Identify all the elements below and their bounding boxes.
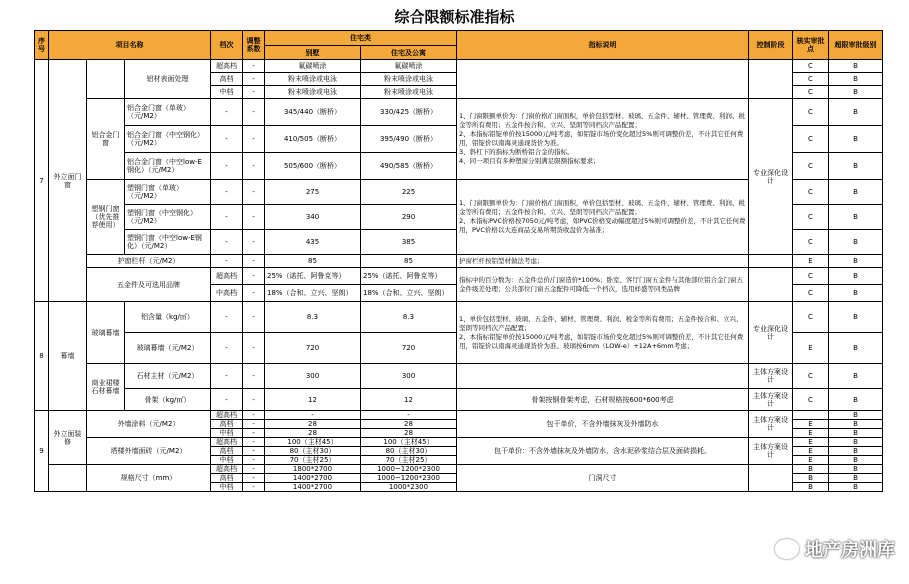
check-cell: C	[793, 99, 829, 126]
stone-wall-label: 商业裙楼石材幕墙	[87, 364, 125, 411]
apt-cell: 8.3	[361, 302, 457, 333]
apt-cell: 395/490（断桥）	[361, 126, 457, 153]
villa-cell: 80（主材30）	[265, 447, 361, 456]
alu-window-explain: 1、门窗限额单价为：门窗价格/门窗面积，单价包括型材、玻璃、五金件、辅材、管理费、利润、税金等所有费用；五金件按合和、立兴、坚朗等同档次产品配置； 2、本指标铝锭单价按15000元/吨考虑，如铝锭市场价变化超过5%则可调整价差，不计其它任何费用，铝锭价以南海灵通现货价为准。 3、斜杠下的指标为断桥铝合金的指标。 4、同一项目有多种塑窗分别满足限额指标要求；	[457, 99, 749, 180]
villa-cell: 1400*2700	[265, 483, 361, 492]
apt-cell: 330/425（断桥）	[361, 99, 457, 126]
mgmt-cell: -	[243, 364, 265, 389]
grade-cell: -	[211, 389, 243, 411]
over-cell: B	[829, 153, 883, 180]
check-cell: E	[793, 255, 829, 268]
over-cell: B	[829, 474, 883, 483]
grade-cell: 中档	[211, 86, 243, 99]
tile-label: 塔楼外墙面砖（元/M2）	[87, 438, 211, 465]
over-cell: B	[829, 86, 883, 99]
grade-cell: 超高档	[211, 60, 243, 73]
check-cell: C	[793, 302, 829, 333]
check-cell: C	[793, 60, 829, 73]
grade-cell: 超高档	[211, 438, 243, 447]
villa-cell: 410/505（断桥）	[265, 126, 361, 153]
apt-cell: 85	[361, 255, 457, 268]
mgmt-cell: -	[243, 86, 265, 99]
villa-cell: 1800*2700	[265, 465, 361, 474]
over-cell: B	[829, 438, 883, 447]
explain-cell	[457, 60, 749, 99]
check-cell: E	[793, 456, 829, 465]
villa-cell: 70（主材25）	[265, 456, 361, 465]
mgmt-cell: -	[243, 60, 265, 73]
mgmt-cell: -	[243, 255, 265, 268]
alu-window-lowe: 铝合金门窗（中空low-E钢化）（元/M2）	[125, 153, 211, 180]
mgmt-cell: -	[243, 180, 265, 205]
over-cell: B	[829, 420, 883, 429]
mgmt-cell: -	[243, 483, 265, 492]
over-cell: B	[829, 364, 883, 389]
frame-explain: 骨架按钢骨架考虑，石材规格按600*600考虑	[457, 389, 749, 411]
over-cell: B	[829, 180, 883, 205]
villa-cell: 1400*2700	[265, 474, 361, 483]
over-cell: B	[829, 302, 883, 333]
ctrl-cell	[749, 465, 793, 492]
check-cell: C	[793, 126, 829, 153]
hardware-label: 五金件及可选用品牌	[87, 268, 211, 302]
apt-cell: -	[361, 411, 457, 420]
villa-cell: 12	[265, 389, 361, 411]
mgmt-cell: -	[243, 205, 265, 230]
check-cell: C	[793, 205, 829, 230]
header-check: 核实审批点	[793, 31, 829, 60]
chat-bubble-icon	[775, 539, 799, 559]
check-cell: B	[793, 474, 829, 483]
grade-cell: -	[211, 255, 243, 268]
check-cell: C	[793, 285, 829, 302]
apt-cell: 28	[361, 420, 457, 429]
villa-cell: 505/600（断桥）	[265, 153, 361, 180]
pvc-window-label: 塑钢门窗（优先推荐使用）	[87, 180, 125, 255]
villa-cell: 435	[265, 230, 361, 255]
apt-cell: 1000~1200*2300	[361, 465, 457, 474]
check-cell: C	[793, 153, 829, 180]
alu-surface-label: 铝材表面处理	[125, 60, 211, 99]
grade-cell: -	[211, 230, 243, 255]
over-cell: B	[829, 230, 883, 255]
watermark-text: 地产房洲库	[805, 540, 895, 561]
villa-cell: 720	[265, 333, 361, 364]
grade-cell: 中档	[211, 429, 243, 438]
apt-cell: 100（主材45）	[361, 438, 457, 447]
mgmt-cell: -	[243, 230, 265, 255]
grade-cell: 中高档	[211, 285, 243, 302]
over-cell: B	[829, 60, 883, 73]
explain-cell	[457, 364, 749, 389]
over-cell: B	[829, 429, 883, 438]
ctrl-cell	[749, 255, 793, 268]
check-cell: B	[793, 465, 829, 474]
mgmt-cell: -	[243, 99, 265, 126]
apt-cell: 225	[361, 180, 457, 205]
villa-cell: 8.3	[265, 302, 361, 333]
apt-cell: 18%（合和、立兴、坚朗）	[361, 285, 457, 302]
header-residential: 住宅类	[265, 31, 457, 46]
header-seq: 序号	[35, 31, 49, 60]
ctrl-cell	[749, 60, 793, 99]
grade-cell: -	[211, 153, 243, 180]
section-9-number: 9	[35, 411, 49, 492]
alu-window-single: 铝合金门窗（单玻）（元/M2）	[125, 99, 211, 126]
pvc-window-lowe: 塑钢门窗（中空low-E钢化）（元/M2）	[125, 230, 211, 255]
apt-cell: 氟碳喷涂	[361, 60, 457, 73]
villa-cell: 275	[265, 180, 361, 205]
stone-main-label: 石材主材（元/M2）	[125, 364, 211, 389]
blank-cell	[87, 60, 125, 99]
blank-cell	[49, 465, 87, 492]
mgmt-cell: -	[243, 438, 265, 447]
apt-cell: 粉末喷涂或电泳	[361, 73, 457, 86]
over-cell: B	[829, 126, 883, 153]
apt-cell: 70（主材25）	[361, 456, 457, 465]
ctrl-cell: 主体方案设计	[749, 389, 793, 411]
grade-cell: -	[211, 364, 243, 389]
header-ctrl: 控制阶段	[749, 31, 793, 60]
ctrl-cell	[749, 268, 793, 302]
mgmt-cell: -	[243, 73, 265, 86]
mgmt-cell: -	[243, 268, 265, 285]
apt-cell: 28	[361, 429, 457, 438]
grade-cell: 超高档	[211, 465, 243, 474]
over-cell: B	[829, 465, 883, 474]
over-cell: B	[829, 389, 883, 411]
apt-cell: 80（主材30）	[361, 447, 457, 456]
villa-cell: 粉末喷涂或电泳	[265, 73, 361, 86]
hardware-explain: 指标中的百分数为：五金件总价/门窗造价*100%；卧室、客厅门窗五金件与其他部位铝合金门窗五金件级差处理；公共部位门窗五金配件可降低一个档次，选用样盛等同类品牌	[457, 268, 749, 302]
paint-label: 外墙涂料（元/M2）	[87, 411, 211, 438]
grade-cell: 高档	[211, 73, 243, 86]
grade-cell: 超高档	[211, 411, 243, 420]
section-7-number: 7	[35, 60, 49, 302]
grade-cell: 高档	[211, 474, 243, 483]
check-cell: C	[793, 86, 829, 99]
mgmt-cell: -	[243, 302, 265, 333]
apt-cell: 300	[361, 364, 457, 389]
grade-cell: -	[211, 99, 243, 126]
apt-cell: 粉末喷涂或电泳	[361, 86, 457, 99]
door-explain: 门洞尺寸	[457, 465, 749, 492]
grade-cell: -	[211, 333, 243, 364]
villa-cell: 18%（合和、立兴、坚朗）	[265, 285, 361, 302]
villa-cell: 100（主材45）	[265, 438, 361, 447]
mgmt-cell: -	[243, 333, 265, 364]
glass-wall-label: 玻璃幕墙	[87, 302, 125, 364]
mgmt-cell: -	[243, 126, 265, 153]
villa-cell: 28	[265, 429, 361, 438]
over-cell: B	[829, 73, 883, 86]
apt-cell: 385	[361, 230, 457, 255]
section-8-name: 幕墙	[49, 302, 87, 411]
over-cell: B	[829, 411, 883, 420]
quota-table	[34, 30, 883, 492]
villa-cell: 28	[265, 420, 361, 429]
check-cell: C	[793, 364, 829, 389]
grade-cell: 中档	[211, 456, 243, 465]
apt-cell: 12	[361, 389, 457, 411]
mgmt-cell: -	[243, 285, 265, 302]
grade-cell: 高档	[211, 420, 243, 429]
villa-cell: 氟碳喷涂	[265, 60, 361, 73]
grade-cell: -	[211, 126, 243, 153]
door-size-label: 规格尺寸（mm）	[87, 465, 211, 492]
check-cell: C	[793, 180, 829, 205]
apt-cell: 1000*2300	[361, 483, 457, 492]
header-grade: 档次	[211, 31, 243, 60]
mgmt-cell: -	[243, 465, 265, 474]
villa-cell: 345/440（断桥）	[265, 99, 361, 126]
check-cell: B	[793, 483, 829, 492]
ctrl-cell: 主体方案设计	[749, 438, 793, 465]
mgmt-cell: -	[243, 153, 265, 180]
check-cell: E	[793, 447, 829, 456]
glass-wall-explain: 1、单价包括型材、玻璃、五金件、辅材、管理费、利润、税金等所有费用；五金件按合和、立兴、坚朗等同档次产品配置； 2、本指标铝锭单价按15000元/吨考虑，如铝锭市场价变化超过5%则可调整价差，不计其它任何费用，铝锭价以南海灵通现货价为准。玻璃按6mm（LOW-e）+12A+6mm考虑；	[457, 302, 749, 364]
grade-cell: 高档	[211, 447, 243, 456]
grade-cell: 中档	[211, 483, 243, 492]
check-cell	[793, 411, 829, 420]
over-cell: B	[829, 333, 883, 364]
apt-cell: 1000~1200*2300	[361, 474, 457, 483]
pvc-window-single: 塑钢门窗（单玻）（元/M2）	[125, 180, 211, 205]
pvc-window-explain: 1、门窗限额单价为：门窗价格/门窗面积，单价包括型材、玻璃、五金件、辅材、管理费、利润、税金等所有费用；五金件按合和、立兴、坚朗等同档次产品配置； 2、本指标PVC价格按7050元/吨考虑，如PVC价格变动幅度超过5%则可调整价差，不计其它任何费用，PVC价格以大连商品交易所期货收盘价为基准；	[457, 180, 749, 255]
check-cell: E	[793, 438, 829, 447]
grade-cell: -	[211, 205, 243, 230]
over-cell: B	[829, 99, 883, 126]
mgmt-cell: -	[243, 389, 265, 411]
alu-window-label: 铝合金门窗	[87, 99, 125, 180]
over-cell: B	[829, 255, 883, 268]
apt-cell: 720	[361, 333, 457, 364]
header-explain: 指标说明	[457, 31, 749, 60]
page-title: 综合限额标准指标	[394, 8, 515, 26]
header-item: 项目名称	[49, 31, 211, 60]
guard-explain: 护窗栏杆按铝型材做法考虑；	[457, 255, 749, 268]
header-mgmt: 调整系数	[243, 31, 265, 60]
mgmt-cell: -	[243, 447, 265, 456]
apt-cell: 490/585（断桥）	[361, 153, 457, 180]
tile-explain: 包干单价：不含外墙抹灰及外墙防水，含水泥砂浆结合层及面砖损耗。	[457, 438, 749, 465]
grade-cell: -	[211, 180, 243, 205]
apt-cell: 25%（诺托、阿鲁克等）	[361, 268, 457, 285]
grade-cell: -	[211, 302, 243, 333]
over-cell: B	[829, 447, 883, 456]
villa-cell: 340	[265, 205, 361, 230]
check-cell: E	[793, 420, 829, 429]
ctrl-cell: 主体方案设计	[749, 411, 793, 438]
ctrl-cell: 专业深化设计	[749, 99, 793, 255]
paint-explain: 包干单价，不含外墙抹灰及外墙防水	[457, 411, 749, 438]
mgmt-cell: -	[243, 429, 265, 438]
check-cell: C	[793, 73, 829, 86]
mgmt-cell: -	[243, 474, 265, 483]
check-cell: C	[793, 268, 829, 285]
over-cell: B	[829, 205, 883, 230]
over-cell: B	[829, 268, 883, 285]
alu-window-hollow: 铝合金门窗（中空钢化）（元/M2）	[125, 126, 211, 153]
grade-cell: 超高档	[211, 268, 243, 285]
glass-price-label: 玻璃幕墙（元/M2）	[125, 333, 211, 364]
section-8-number: 8	[35, 302, 49, 411]
alu-qty-label: 铝含量（kg/㎡）	[125, 302, 211, 333]
ctrl-cell: 主体方案设计	[749, 364, 793, 389]
pvc-window-hollow: 塑钢门窗（中空钢化）（元/M2）	[125, 205, 211, 230]
header-villa: 别墅	[265, 46, 361, 60]
over-cell: B	[829, 285, 883, 302]
header-over: 超限审批级别	[829, 31, 883, 60]
villa-cell: 粉末喷涂或电泳	[265, 86, 361, 99]
header-apt: 住宅及公寓	[361, 46, 457, 60]
section-7-name: 外立面门窗	[49, 60, 87, 302]
mgmt-cell: -	[243, 420, 265, 429]
over-cell: B	[829, 456, 883, 465]
check-cell: C	[793, 389, 829, 411]
check-cell: E	[793, 333, 829, 364]
over-cell: B	[829, 483, 883, 492]
check-cell: E	[793, 429, 829, 438]
villa-cell: 300	[265, 364, 361, 389]
mgmt-cell: -	[243, 411, 265, 420]
villa-cell: 85	[265, 255, 361, 268]
ctrl-cell: 专业深化设计	[749, 302, 793, 364]
section-9-name: 外立面装修	[49, 411, 87, 465]
check-cell: C	[793, 230, 829, 255]
frame-label: 骨架（kg/㎡）	[125, 389, 211, 411]
villa-cell: 25%（诺托、阿鲁克等）	[265, 268, 361, 285]
villa-cell: -	[265, 411, 361, 420]
mgmt-cell: -	[243, 456, 265, 465]
guard-label: 护窗栏杆（元/M2）	[87, 255, 211, 268]
apt-cell: 290	[361, 205, 457, 230]
watermark	[775, 536, 895, 562]
